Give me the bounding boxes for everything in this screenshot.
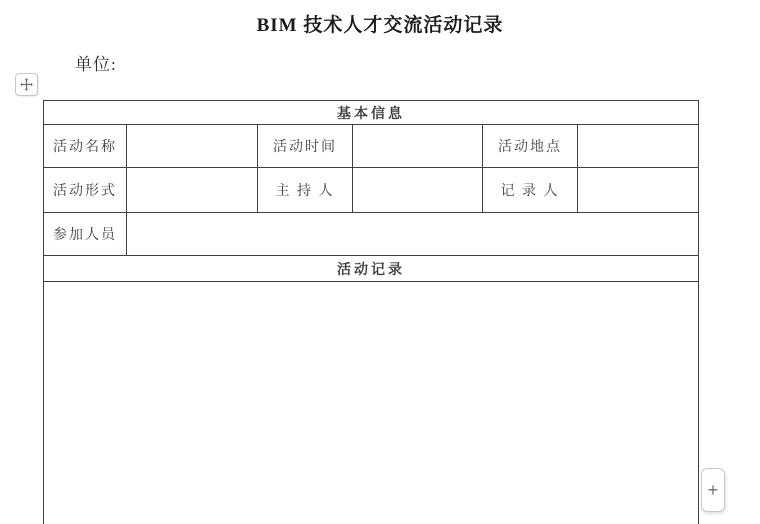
document-title: BIM 技术人才交流活动记录 <box>256 15 504 36</box>
activity-time-label: 活动时间 <box>258 125 353 168</box>
unit-label: 单位: <box>75 55 117 74</box>
move-icon <box>19 77 34 92</box>
table-row <box>44 256 699 282</box>
participants-field[interactable] <box>127 213 699 256</box>
plus-icon: + <box>707 479 719 500</box>
table-move-handle[interactable] <box>15 73 38 96</box>
recorder-field[interactable] <box>578 168 699 213</box>
host-field[interactable] <box>353 168 483 213</box>
activity-name-field[interactable] <box>127 125 258 168</box>
table-row <box>44 101 699 125</box>
host-label: 主 持 人 <box>258 168 353 213</box>
table-row <box>44 168 699 213</box>
activity-name-label: 活动名称 <box>44 125 127 168</box>
section-header-basic-info: 基本信息 <box>44 101 699 125</box>
activity-time-field[interactable] <box>353 125 483 168</box>
table-row <box>44 125 699 168</box>
activity-record-field[interactable] <box>44 282 699 524</box>
recorder-label: 记 录 人 <box>483 168 578 213</box>
activity-record-table <box>43 100 699 524</box>
section-header-activity-record: 活动记录 <box>44 256 699 282</box>
activity-form-label: 活动形式 <box>44 168 127 213</box>
table-row <box>44 282 699 524</box>
participants-label: 参加人员 <box>44 213 127 256</box>
activity-place-label: 活动地点 <box>483 125 578 168</box>
table-row <box>44 213 699 256</box>
activity-form-field[interactable] <box>127 168 258 213</box>
activity-place-field[interactable] <box>578 125 699 168</box>
add-row-button[interactable] <box>701 468 725 512</box>
